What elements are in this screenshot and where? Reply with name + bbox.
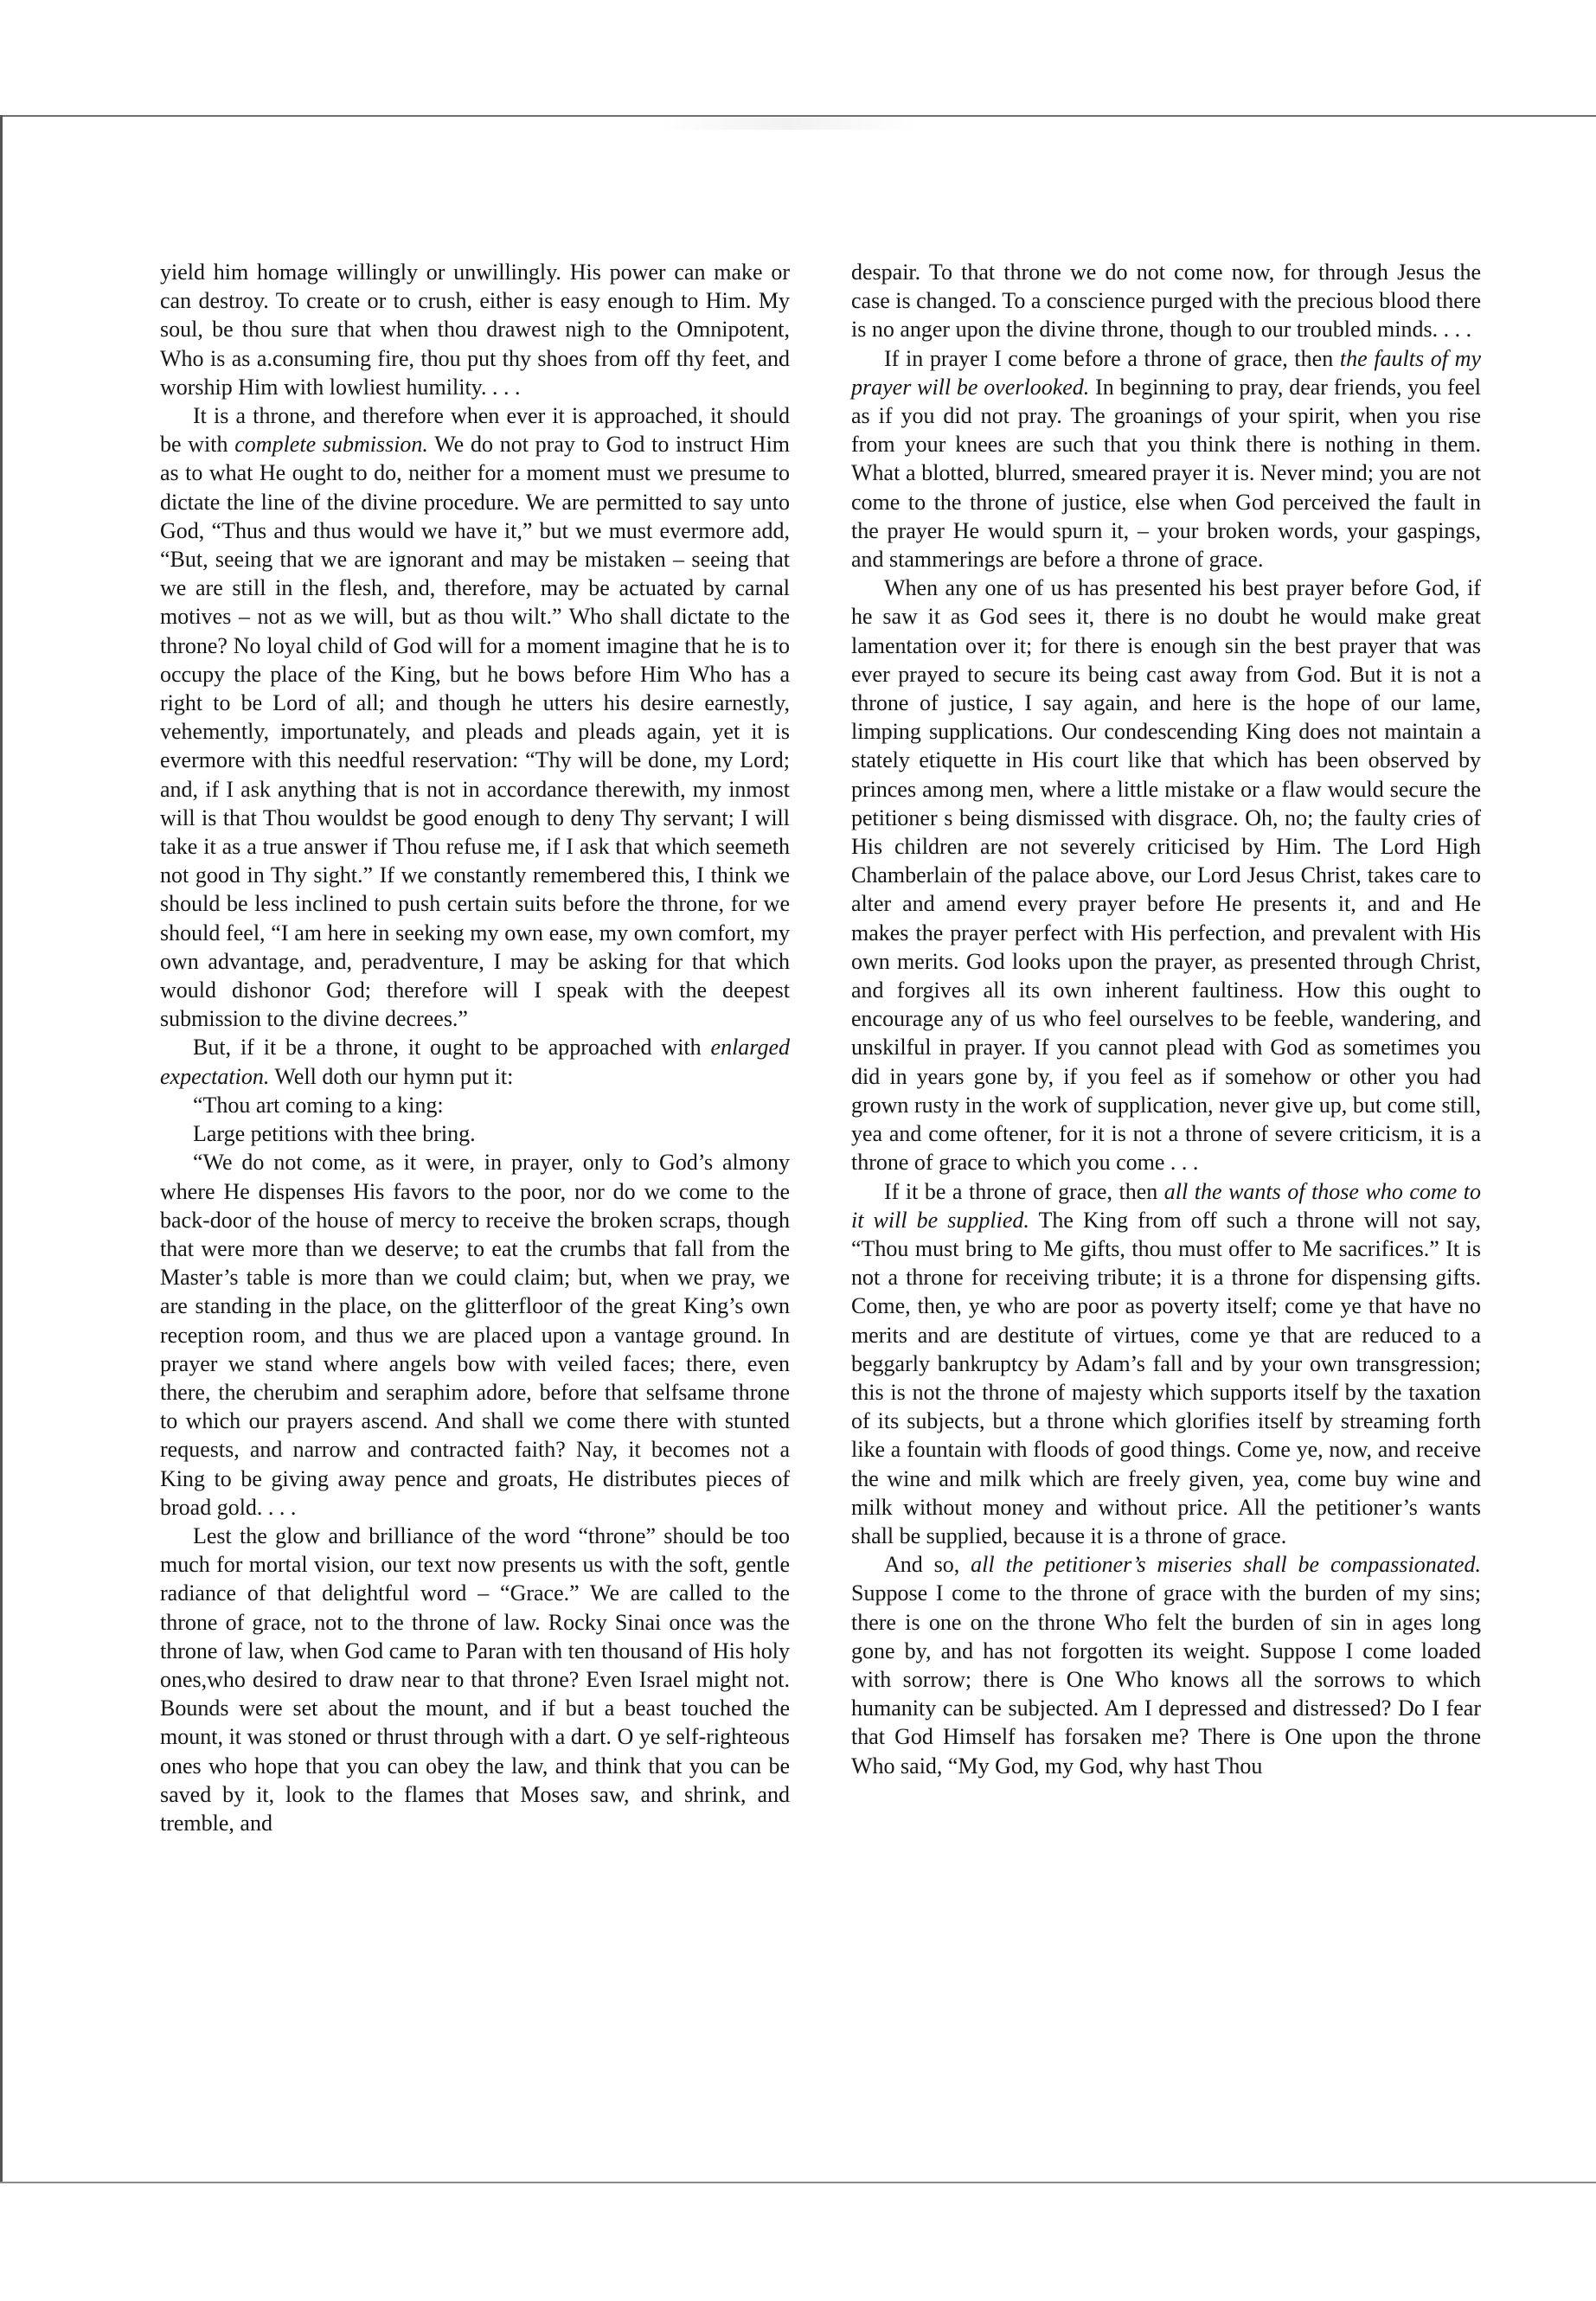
paragraph-text: The King from off such a throne will not say, “Thou must bring to Me gifts, thou must offer to Me sacrifices.” It is not a throne for receiving tribute; it is a throne for dispensing gifts. Come, then, ye who are poor as poverty itself; come ye that have no merits and are destitute of virtues, come ye that are reduced to a beggarly bankruptcy by Adam’s fall and by your own transgression; this is not the throne of majesty which supports itself by the taxation of its subjects, but a throne which glorifies itself by streaming forth like a fountain with floods of good things. Come ye, now, and receive the wine and milk which are freely given, yea, come buy wine and milk without money and without price. All the petitioner’s wants shall be supplied, because it is a throne of grace. bbox=[851, 1207, 1481, 1548]
paragraph-miseries bbox=[851, 1550, 1481, 1780]
hymn-line-2: Large petitions with thee bring. bbox=[193, 1121, 476, 1147]
left-column bbox=[160, 258, 790, 1837]
emphasis-text: all the petitioner’s miseries shall be compassionated. bbox=[971, 1552, 1481, 1578]
right-column bbox=[851, 258, 1481, 1780]
paragraph-text: If it be a throne of grace, then bbox=[884, 1178, 1164, 1204]
paragraph-grace: Lest the glow and brilliance of the word “throne” should be too much for mortal vision, our text now presents us with the soft, gentle radiance of that delightful word – “Grace.” We are called to the throne of grace, not to the throne of law. Rocky Sinai once was the throne of law, when God came to Paran with ten thousand of His holy ones,who desired to draw near to that throne? Even Israel might not. Bounds were set about the mount, and if but a beast touched the mount, it was stoned or thrust through with a dart. O ye self-righteous ones who hope that you can obey the law, and think that you can be saved by it, look to the flames that Moses saw, and shrink, and tremble, and bbox=[160, 1522, 790, 1836]
paragraph-wants bbox=[851, 1177, 1481, 1551]
emphasis-text: all the wants of those who come to it will be supplied. bbox=[851, 1178, 1482, 1233]
scan-left-edge bbox=[0, 115, 3, 2183]
paragraph-text: And so, bbox=[884, 1552, 971, 1578]
paragraph-continued: despair. To that throne we do not come now, for through Jesus the case is changed. To a conscience purged with the precious blood there is no anger upon the divine throne, though to our troubled minds. . . . bbox=[851, 260, 1481, 343]
paragraph-text: Suppose I come to the throne of grace with the burden of my sins; there is one on the throne Who felt the burden of sin in ages long gone by, and has not forgotten its weight. Suppose I come loaded with sorrow; there is One Who knows all the sorrows to which humanity can be subjected. Am I depressed and distressed? Do I fear that God Himself has forsaken me? There is One upon the throne Who said, “My God, my God, why hast Thou bbox=[851, 1580, 1481, 1779]
paragraph-faults bbox=[851, 344, 1481, 574]
paragraph-text: In beginning to pray, dear friends, you feel as if you did not pray. The groanings of your spirit, when you rise from your knees are such that you think there is nothing in them. What a blotted, blurred, smeared prayer it is. Never mind; you are not come to the throne of justice, else when God perceived the fault in the prayer He would spurn it, – your broken words, your gaspings, and stammerings are before a throne of grace. bbox=[851, 374, 1482, 573]
emphasis-text: enlarged expectation. bbox=[160, 1035, 790, 1089]
paragraph-continued: yield him homage willingly or unwillingly. His power can make or can destroy. To create or to crush, either is easy enough to Him. My soul, be thou sure that when thou drawest nigh to the Omnipotent, Who is as a.consuming fire, thou put thy shoes from off thy feet, and worship Him with lowliest humility. . . . bbox=[160, 260, 790, 400]
scan-top-edge bbox=[0, 115, 1596, 117]
paragraph-submission bbox=[160, 401, 790, 1033]
emphasis-text: complete submission. bbox=[234, 432, 428, 458]
hymn-line-1: “Thou art coming to a king: bbox=[193, 1092, 444, 1118]
emphasis-text: the faults of my prayer will be overlooked. bbox=[851, 345, 1481, 400]
paragraph-text: But, if it be a throne, it ought to be approached with bbox=[193, 1035, 711, 1061]
scan-bottom-edge bbox=[0, 2182, 1596, 2183]
scan-bleedthrough bbox=[657, 118, 917, 130]
paragraph-text: Well doth our hymn put it: bbox=[269, 1063, 514, 1089]
paragraph-text: It is a throne, and therefore when ever it is approached, it should be with bbox=[160, 403, 790, 458]
paragraph-almony: “We do not come, as it were, in prayer, only to God’s almony where He dispenses His favors to the poor, nor do we come to the back-door of the house of mercy to receive the broken scraps, though that were more than we deserve; to eat the crumbs that fall from the Master’s table is more than we could claim; but, when we pray, we are standing in the place, on the glitterfloor of the great King’s own reception room, and thus we are placed upon a vantage ground. In prayer we stand where angels bow with veiled faces; there, even there, the cherubim and seraphim adore, before that selfsame throne to which our prayers ascend. And shall we come there with stunted requests, and narrow and contracted faith? Nay, it becomes not a King to be giving away pence and groats, He distributes pieces of broad gold. . . . bbox=[160, 1150, 790, 1520]
paragraph-best-prayer: When any one of us has presented his best prayer before God, if he saw it as God sees it, there is no doubt he would make great lamentation over it; for there is enough sin the best prayer that was ever prayed to secure its being cast away from God. But it is not a throne of justice, I say again, and here is the hope of our lame, limping supplications. Our condescending King does not maintain a stately etiquette in His court like that which has been observed by princes among men, where a little mistake or a flaw would secure the petitioner s being dismissed with disgrace. Oh, no; the faulty cries of His children are not severely criticised by Him. The Lord High Chamberlain of the palace above, our Lord Jesus Christ, takes care to alter and amend every prayer before He presents it, and and He makes the prayer perfect with His perfection, and prevalent with His own merits. God looks upon the prayer, as presented through Christ, and forgives all its own inherent faultiness. How this ought to encourage any of us who feel ourselves to be feeble, wandering, and unskilful in prayer. If you cannot plead with God as sometimes you did in years gone by, if you feel as if somehow or other you had grown rusty in the work of supplication, never give up, but come still, yea and come oftener, for it is not a throne of severe criticism, it is a throne of grace to which you come . . . bbox=[851, 575, 1481, 1176]
paragraph-text: If in prayer I come before a throne of grace, then bbox=[884, 345, 1340, 371]
paragraph-expectation bbox=[160, 1033, 790, 1090]
paragraph-text: We do not pray to God to instruct Him as to what He ought to do, neither for a moment must we presume to dictate the line of the divine procedure. We are permitted to say unto God, “Thus and thus would we have it,” but we must evermore add, “But, seeing that we are ignorant and may be mistaken – seeing that we are still in the flesh, and, therefore, may be actuated by carnal motives – not as we will, but as thou wilt.” Who shall dictate to the throne? No loyal child of God will for a moment imagine that he is to occupy the place of the King, but he bows before Him Who has a right to be Lord of all; and though he utters his desire earnestly, vehemently, importunately, and pleads and pleads again, yet it is evermore with this needful reservation: “Thy will be done, my Lord; and, if I ask anything that is not in accordance therewith, my inmost will is that Thou wouldst be good enough to deny Thy servant; I will take it as a true answer if Thou refuse me, if I ask that which seemeth not good in Thy sight.” If we constantly remembered this, I think we should be less inclined to push certain suits before the throne, for we should feel, “I am here in seeking my own ease, my own comfort, my own advantage, and, peradventure, I may be asking for that which would dishonor God; therefore will I speak with the deepest submission to the divine decrees.” bbox=[160, 432, 791, 1032]
